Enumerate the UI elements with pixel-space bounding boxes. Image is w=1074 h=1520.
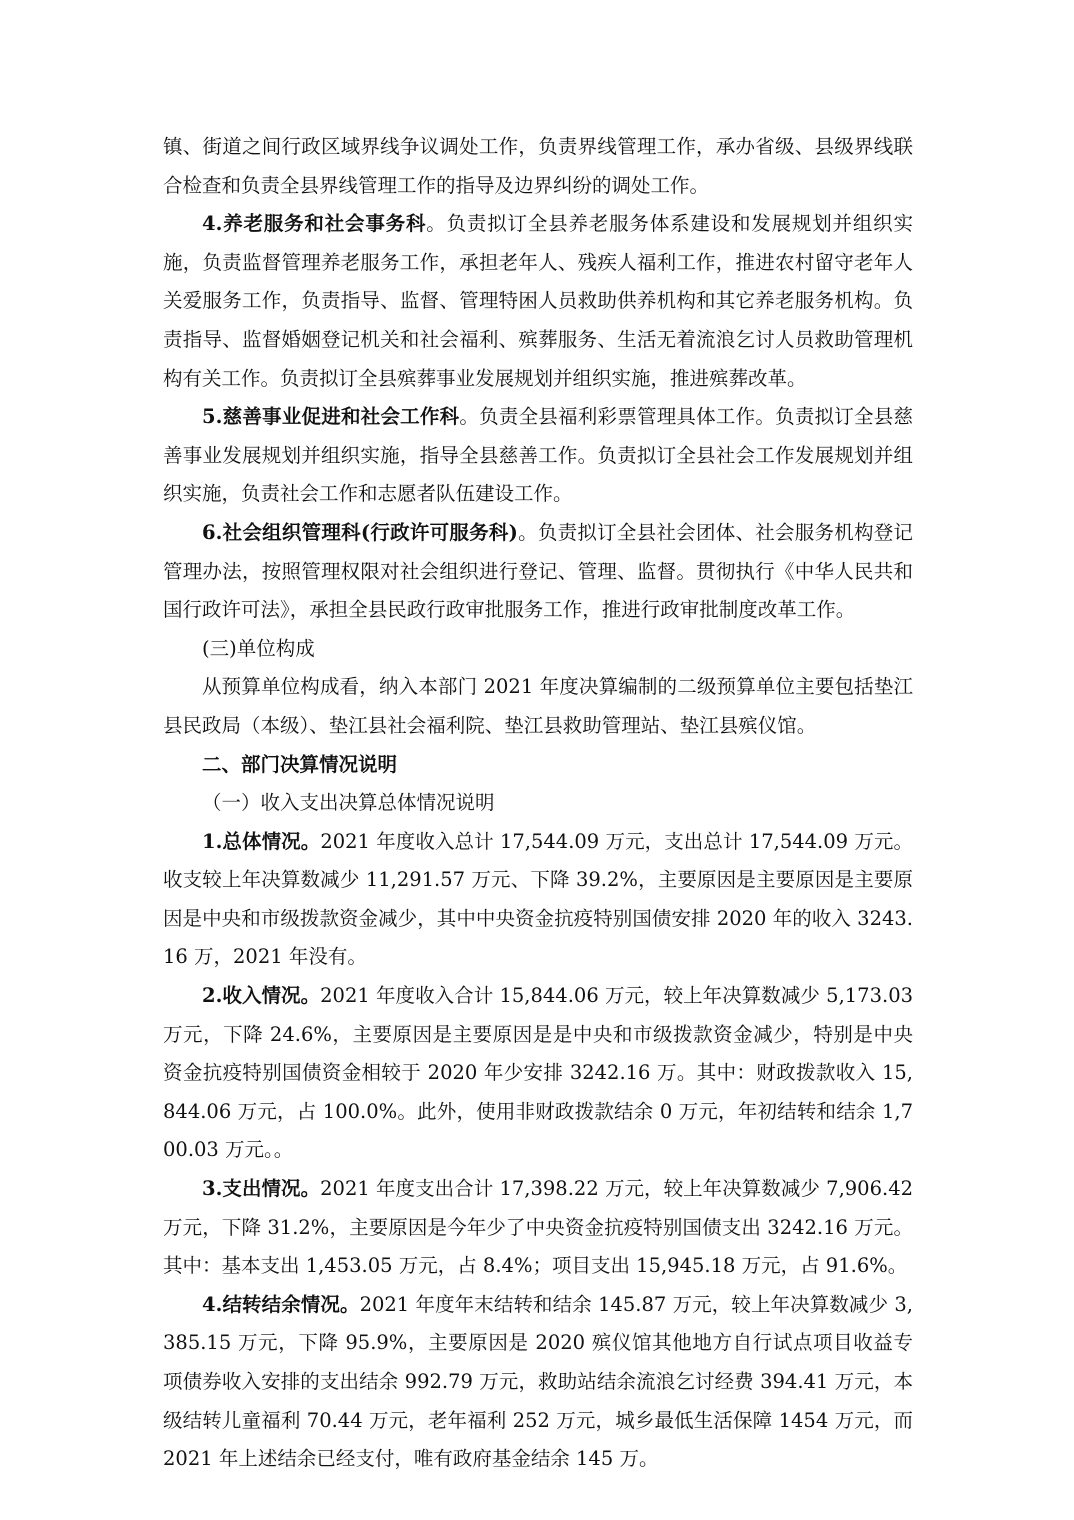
paragraph-text: （一）收入支出决算总体情况说明 (202, 791, 495, 815)
paragraph-expense-situation (163, 1170, 913, 1286)
subheading-unit-composition (163, 630, 913, 669)
paragraph-elderly-services-section (163, 205, 913, 398)
paragraph-text: 2021 年度年末结转和结余 145.87 万元，较上年决算数减少 3,385.15 万元，下降 95.9%，主要原因是 2020 殡仪馆其他地方自行试点项目收益专项债券收入安排的支出结余 992.79 万元，救助站结余流浪乞讨经费 394.41 万元，本级结转儿童福利 70.44 万元，老年福利 252 万元，城乡最低生活保障 1454 万元，而 2021 年上述结余已经支付，唯有政府基金结余 145 万。 (163, 1292, 913, 1471)
section-heading-elderly-services: 4.养老服务和社会事务科 (202, 212, 427, 236)
paragraph-carryover-balance (163, 1286, 913, 1479)
section-heading-final-accounts: 二、部门决算情况说明 (202, 752, 398, 776)
section-heading-social-org: 6.社会组织管理科(行政许可服务科) (202, 520, 518, 544)
subheading-income-expense-overview (163, 784, 913, 823)
paragraph-text: 镇、街道之间行政区域界线争议调处工作，负责界线管理工作，承办省级、县级界线联合检查和负责全县界线管理工作的指导及边界纠纷的调处工作。 (163, 135, 913, 197)
item-heading-expense: 3.支出情况。 (202, 1177, 321, 1201)
item-heading-carryover: 4.结转结余情况。 (202, 1292, 360, 1316)
heading-final-accounts (163, 746, 913, 785)
item-heading-income: 2.收入情况。 (202, 984, 321, 1008)
paragraph-text: 2021 年度收入合计 15,844.06 万元，较上年决算数减少 5,173.03 万元，下降 24.6%，主要原因是主要原因是是中央和市级拨款资金减少，特别是中央资金抗疫特别国债资金相较于 2020 年少安排 3242.16 万。其中：财政拨款收入 15,844.06 万元，占 100.0%。此外，使用非财政拨款结余 0 万元，年初结转和结余 1,700.03 万元。。 (163, 984, 914, 1162)
paragraph-text: (三)单位构成 (202, 636, 315, 660)
paragraph-text: 。负责拟订全县养老服务体系建设和发展规划并组织实施，负责监督管理养老服务工作，承担老年人、残疾人福利工作，推进农村留守老年人关爱服务工作，负责指导、监督、管理特困人员救助供养机构和其它养老服务机构。负责指导、监督婚姻登记机关和社会福利、殡葬服务、生活无着流浪乞讨人员救助管理机构有关工作。负责拟订全县殡葬事业发展规划并组织实施，推进殡葬改革。 (163, 212, 913, 390)
paragraph-text: 。负责拟订全县社会团体、社会服务机构登记管理办法，按照管理权限对社会组织进行登记、管理、监督。贯彻执行《中华人民共和国行政许可法》，承担全县民政行政审批服务工作，推进行政审批制度改革工作。 (163, 520, 913, 622)
paragraph-social-org-section (163, 514, 913, 630)
paragraph-unit-composition (163, 668, 913, 745)
paragraph-boundary-work (163, 128, 913, 205)
paragraph-text: 从预算单位构成看，纳入本部门 2021 年度决算编制的二级预算单位主要包括垫江县民政局（本级）、垫江县社会福利院、垫江县救助管理站、垫江县殡仪馆。 (163, 675, 913, 737)
item-heading-overall: 1.总体情况。 (202, 829, 321, 853)
paragraph-text: 2021 年度支出合计 17,398.22 万元，较上年决算数减少 7,906.42 万元，下降 31.2%，主要原因是今年少了中央资金抗疫特别国债支出 3242.16 万元。其中：基本支出 1,453.05 万元，占 8.4%；项目支出 15,945.18 万元，占 91.6%。 (163, 1177, 914, 1278)
paragraph-income-situation (163, 977, 913, 1170)
paragraph-charity-section (163, 398, 913, 514)
section-heading-charity: 5.慈善事业促进和社会工作科 (202, 405, 460, 429)
paragraph-overall-situation (163, 823, 913, 977)
paragraph-text: 2021 年度收入总计 17,544.09 万元，支出总计 17,544.09 万元。收支较上年决算数减少 11,291.57 万元、下降 39.2%，主要原因是主要原因是主要原因是中央和市级拨款资金减少，其中中央资金抗疫特别国债安排 2020 年的收入 3243.16 万，2021 年没有。 (163, 829, 913, 969)
document-page (163, 128, 913, 1479)
paragraph-text: 。负责全县福利彩票管理具体工作。负责拟订全县慈善事业发展规划并组织实施，指导全县慈善工作。负责拟订全县社会工作发展规划并组织实施，负责社会工作和志愿者队伍建设工作。 (163, 405, 913, 506)
